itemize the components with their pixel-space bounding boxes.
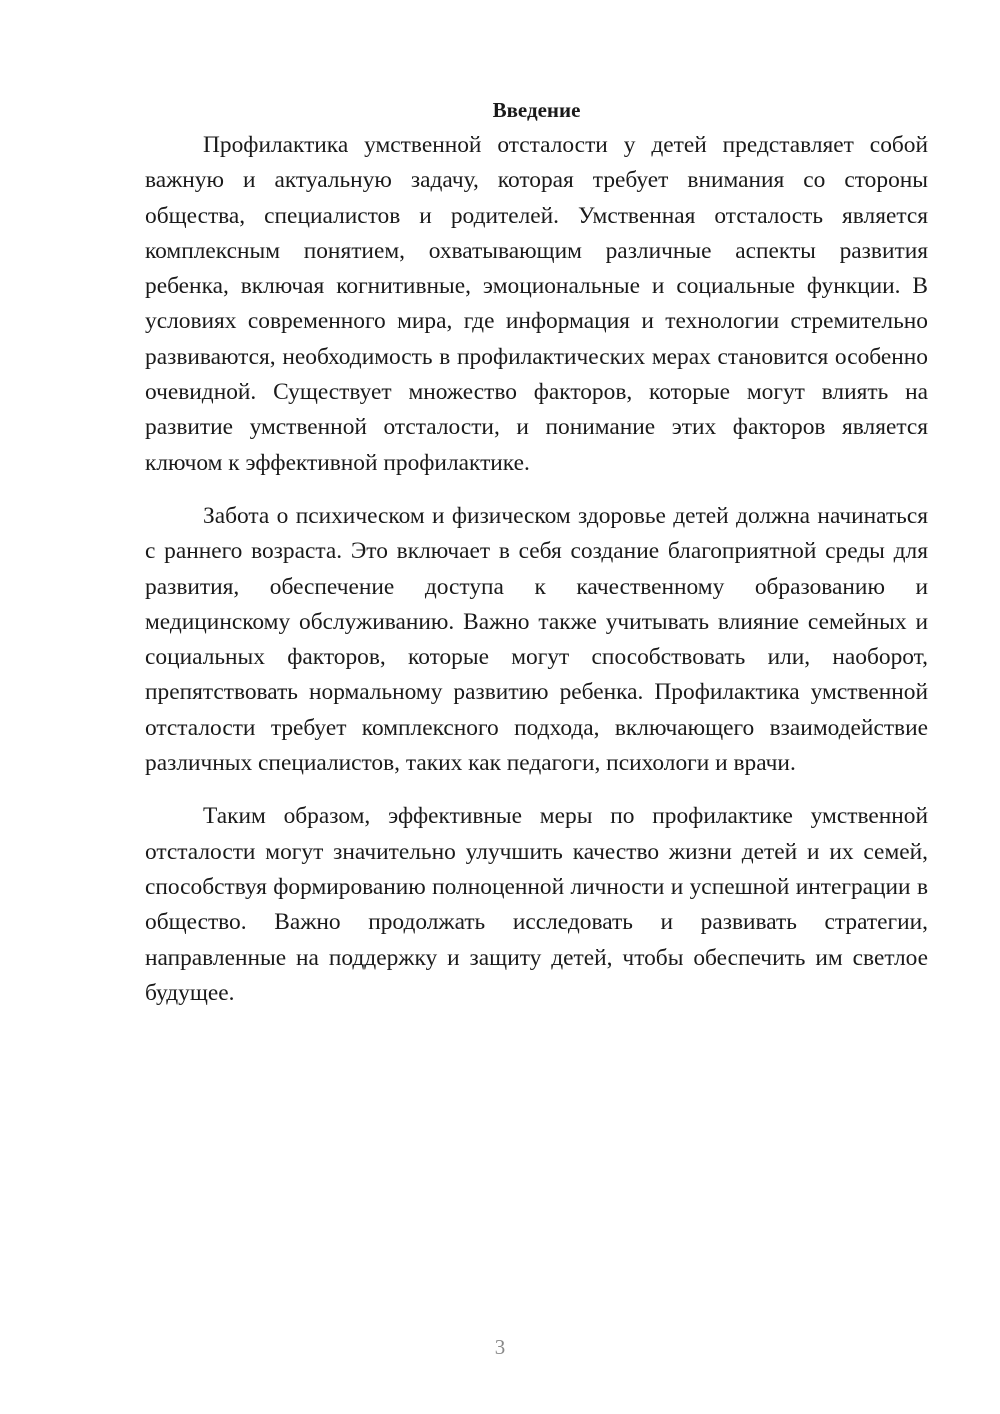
paragraph-child-health: Забота о психическом и физическом здоровье детей должна начинаться с раннего возраста. Это включает в себя создание благоприятной среды для развития, обеспечение доступа к качественному образованию и медицинскому обслуживанию. Важно также учитывать влияние семейных и социальных факторов, которые могут способствовать или, наоборот, препятствовать нормальному развитию ребенка. Профилактика умственной отсталости требует комплексного подхода, включающего взаимодействие различных специалистов, таких как педагоги, психологи и врачи. [145, 502, 928, 777]
page-number: 3 [494, 1335, 506, 1359]
paragraph-introduction: Профилактика умственной отсталости у детей представляет собой важную и актуальную задачу, которая требует внимания со стороны общества, специалистов и родителей. Умственная отсталость является комплексным понятием, охватывающим различные аспекты развития ребенка, включая когнитивные, эмоциональные и социальные функции. В условиях современного мира, где информация и технологии стремительно развиваются, необходимость в профилактических мерах становится особенно очевидной. Существует множество факторов, которые могут влиять на развитие умственной отсталости, и понимание этих факторов является ключом к эффективной профилактике. [145, 132, 928, 476]
document-body [145, 93, 928, 1011]
paragraph-conclusion: Таким образом, эффективные меры по профилактике умственной отсталости могут значительно улучшить качество жизни детей и их семей, способствуя формированию полноценной личности и успешной интеграции в общество. Важно продолжать исследовать и развивать стратегии, направленные на поддержку и защиту детей, чтобы обеспечить им светлое будущее. [145, 803, 928, 1006]
page-title: Введение [492, 98, 581, 122]
